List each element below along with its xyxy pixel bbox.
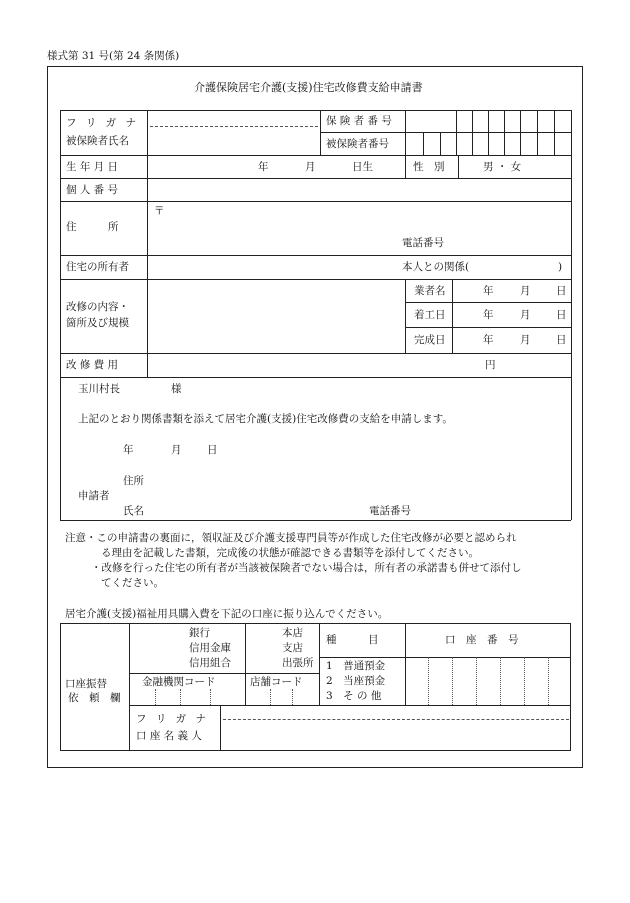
applicant-phone-label: 電話番号 bbox=[369, 505, 411, 517]
insured-name-label: 被保険者氏名 bbox=[66, 135, 129, 147]
bank-code-label: 金融機関コード bbox=[142, 676, 216, 688]
postal-mark: 〒 bbox=[154, 205, 165, 217]
account-number-label: 口 座 番 号 bbox=[445, 634, 519, 646]
account-type-other: 3 そ の 他 bbox=[326, 690, 382, 702]
contract-year: 年 bbox=[483, 285, 494, 297]
start-day: 日 bbox=[556, 309, 567, 321]
form-title: 介護保険居宅介護(支援)住宅改修費支給申請書 bbox=[194, 81, 423, 94]
start-month: 月 bbox=[520, 309, 531, 321]
applicant-address-label: 住所 bbox=[123, 475, 144, 487]
furigana-label: フ リ ガ ナ bbox=[66, 117, 140, 129]
apply-day: 日 bbox=[207, 444, 218, 456]
transfer-label-1: 口座振替 bbox=[65, 678, 107, 690]
insurer-number-label: 保 険 者 番 号 bbox=[326, 115, 392, 127]
form-number: 様式第 31 号(第 24 条関係) bbox=[47, 50, 180, 62]
complete-year: 年 bbox=[483, 334, 494, 346]
type-label: 種 目 bbox=[326, 634, 379, 646]
cost-label: 改 修 費 用 bbox=[66, 359, 119, 371]
applicant-label: 申請者 bbox=[78, 490, 110, 502]
honorific: 様 bbox=[171, 383, 182, 395]
transfer-instruction: 居宅介護(支援)福祉用具購入費を下記の口座に振り込んでください。 bbox=[65, 608, 389, 620]
applicant-name-label: 氏名 bbox=[123, 505, 144, 517]
sex-label: 性 別 bbox=[413, 161, 445, 173]
bank-type-kumiai: 信用組合 bbox=[189, 657, 231, 669]
account-type-ordinary: 1 普通預金 bbox=[326, 660, 386, 672]
branch-type-sub: 出張所 bbox=[282, 657, 314, 669]
account-holder-label: 口 座 名 義 人 bbox=[136, 730, 202, 742]
complete-month: 月 bbox=[520, 334, 531, 346]
personal-number-label: 個 人 番 号 bbox=[66, 184, 119, 196]
insured-number-label: 被保険者番号 bbox=[326, 138, 389, 150]
complete-day: 日 bbox=[556, 334, 567, 346]
contract-month: 月 bbox=[520, 285, 531, 297]
phone-label: 電話番号 bbox=[402, 237, 444, 249]
yen-unit: 円 bbox=[485, 359, 496, 371]
apply-year: 年 bbox=[123, 444, 134, 456]
owner-label: 住宅の所有者 bbox=[66, 261, 129, 273]
holder-furigana-label: フ リ ガ ナ bbox=[136, 713, 210, 725]
note-1-line-1: 注意・この申請書の裏面に，領収証及び介護支援専門員等が作成した住宅改修が必要と認められ bbox=[65, 532, 517, 544]
branch-code-label: 店舗コード bbox=[250, 676, 303, 688]
birth-year: 年 bbox=[258, 161, 269, 173]
account-type-checking: 2 当座預金 bbox=[326, 675, 386, 687]
address-label: 住 所 bbox=[66, 221, 119, 233]
birth-day: 日生 bbox=[352, 161, 373, 173]
contract-day: 日 bbox=[556, 285, 567, 297]
note-2-line-2: てください。 bbox=[101, 577, 164, 589]
addressee: 玉川村長 bbox=[78, 383, 120, 395]
start-year: 年 bbox=[483, 309, 494, 321]
apply-month: 月 bbox=[171, 444, 182, 456]
relation-close: ) bbox=[558, 261, 563, 273]
bank-type-shinkin: 信用金庫 bbox=[189, 642, 231, 654]
content-label-2: 箇所及び規模 bbox=[66, 317, 129, 329]
branch-type-main: 本店 bbox=[282, 627, 303, 639]
birth-month: 月 bbox=[305, 161, 316, 173]
bank-type-bank: 銀行 bbox=[189, 627, 210, 639]
complete-date-label: 完成日 bbox=[414, 334, 446, 346]
application-statement: 上記のとおり関係書類を添えて居宅介護(支援)住宅改修費の支給を申請します。 bbox=[78, 413, 453, 425]
birth-date-label: 生 年 月 日 bbox=[66, 161, 119, 173]
content-label-1: 改修の内容・ bbox=[66, 301, 129, 313]
transfer-label-2: 依 頼 欄 bbox=[68, 692, 121, 704]
branch-type-branch: 支店 bbox=[282, 642, 303, 654]
contractor-label: 業者名 bbox=[414, 285, 446, 297]
note-2-line-1: ・改修を行った住宅の所有者が当該被保険者でない場合は，所有者の承諾書も併せて添付し bbox=[91, 562, 522, 574]
sex-values: 男 ・ 女 bbox=[483, 161, 522, 173]
note-1-line-2: る理由を記載した書類，完成後の状態が確認できる書類等を添付してください。 bbox=[101, 547, 479, 559]
start-date-label: 着工日 bbox=[414, 309, 446, 321]
relation-label: 本人との関係( bbox=[402, 261, 470, 273]
